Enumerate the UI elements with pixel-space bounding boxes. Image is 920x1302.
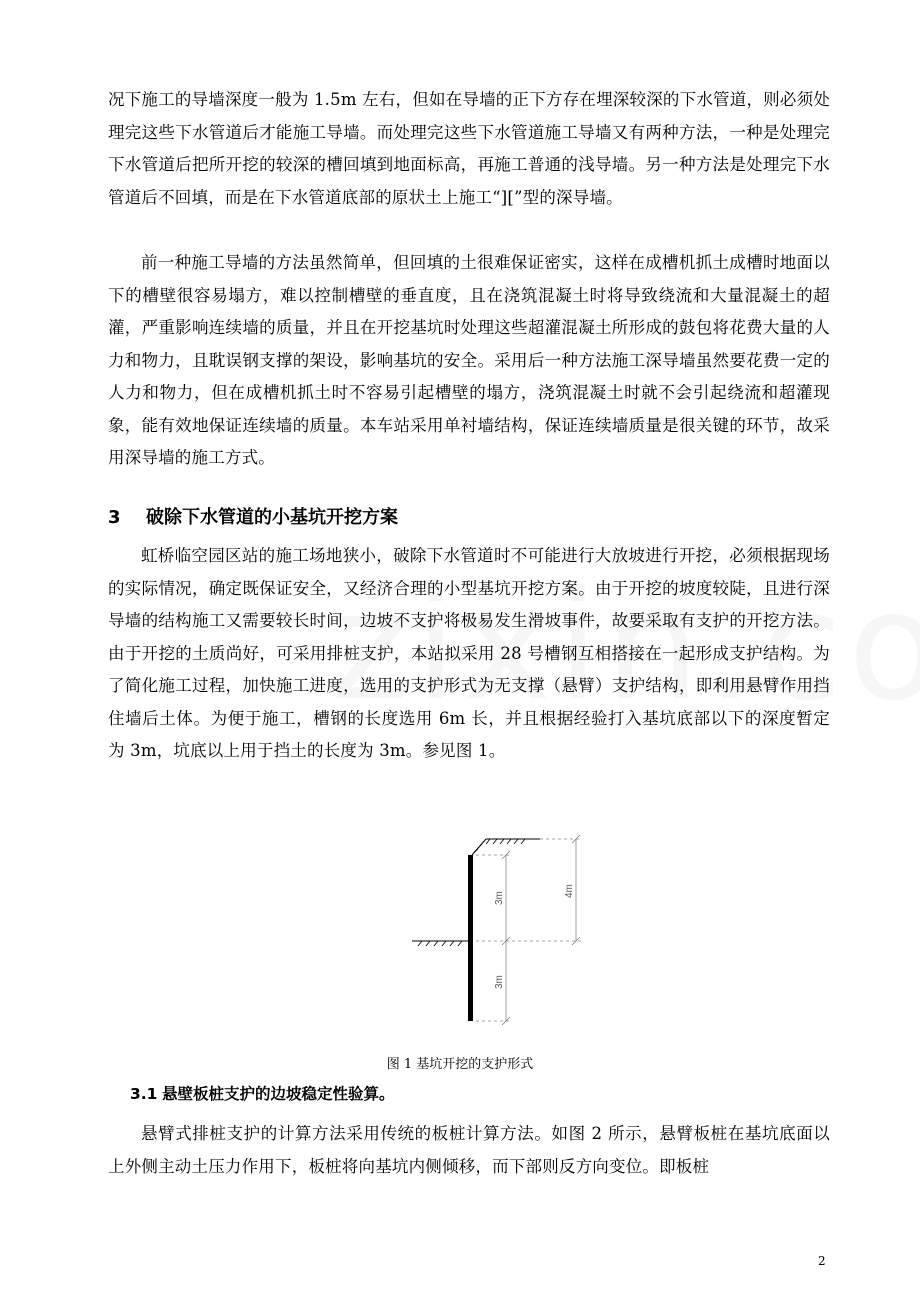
dim-label-lower: 3m [494,975,505,989]
page-number: 2 [818,1254,826,1268]
section-title: 破除下水管道的小基坑开挖方案 [146,507,398,528]
paragraph-cantilever-calculation: 悬臂式排桩支护的计算方法采用传统的板桩计算方法。如图 2 所示，悬臂板桩在基坑底面以上外侧主动土压力作用下，板桩将向基坑内侧倾移，而下部则反方向变位。即板桩 [108,1124,830,1176]
subsection-heading-3-1 [130,1082,395,1104]
section-heading-3 [108,503,398,529]
sheet-pile [468,855,473,1021]
paragraph-excavation-plan: 虹桥临空园区站的施工场地狭小，破除下水管道时不可能进行大放坡进行开挖，必须根据现场的实际情况，确定既保证安全，又经济合理的小型基坑开挖方案。由于开挖的坡度较陡，且进行深导墙的结构施工又需要较长时间，边坡不支护将极易发生滑坡事件，故要采取有支护的开挖方法。由于开挖的土质尚好，可采用排桩支护，本站拟采用 28 号槽钢互相搭接在一起形成支护结构。为了简化施工过程，加快施工进度，选用的支护形式为无支撑（悬臂）支护结构，即利用悬臂作用挡住墙后土体。为便于施工，槽钢的长度选用 6m 长，并且根据经验打入基坑底部以下的深度暂定为 3m，坑底以上用于挡土的长度为 3m。参见图 1。 [108,546,830,760]
figure-support-diagram [400,830,600,1030]
subsection-number: 3.1 [130,1085,158,1103]
ground-hatch-top [474,839,525,852]
paragraph-guide-wall-depth: 况下施工的导墙深度一般为 1.5m 左右，但如在导墙的正下方存在埋深较深的下水管道，则必须处理完这些下水管道后才能施工导墙。而处理完这些下水管道施工导墙又有两种方法，一种是处理完下水管道后把所开挖的较深的槽回填到地面标高，再施工普通的浅导墙。另一种方法是处理完下水管道后不回填，而是在下水管道底部的原状土上施工“][”型的深导墙。 [108,90,830,207]
subsection-title: 悬壁板桩支护的边坡稳定性验算。 [162,1085,395,1103]
section-number: 3 [108,507,121,528]
figure-caption: 图 1 基坑开挖的支护形式 [386,1057,534,1072]
dim-label-upper: 3m [494,891,505,905]
extension-lines [476,839,582,1021]
dim-label-total: 4m [564,884,575,898]
ground-hatch-bottom [418,941,462,946]
support-diagram-svg [400,830,600,1030]
paragraph-method-comparison: 前一种施工导墙的方法虽然简单，但回填的土很难保证密实，这样在成槽机抓土成槽时地面以下的槽壁很容易塌方，难以控制槽壁的垂直度，且在浇筑混凝土时将导致绕流和大量混凝土的超灌，严重影响连续墙的质量，并且在开挖基坑时处理这些超灌混凝土所形成的鼓包将花费大量的人力和物力，且耽误钢支撑的架设，影响基坑的安全。采用后一种方法施工深导墙虽然要花费一定的人力和物力，但在成槽机抓土时不容易引起槽壁的塌方，浇筑混凝土时就不会引起绕流和超灌现象，能有效地保证连续墙的质量。本车站采用单衬墙结构，保证连续墙质量是很关键的环节，故采用深导墙的施工方式。 [108,253,830,467]
